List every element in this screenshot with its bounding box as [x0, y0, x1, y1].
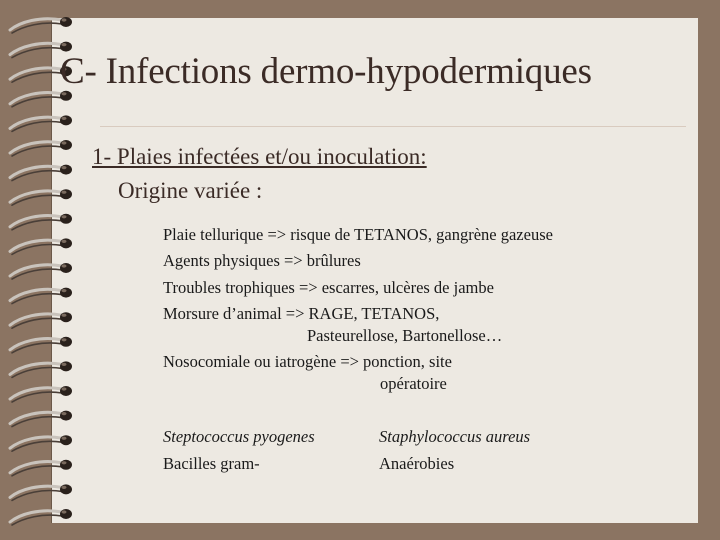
- list-item-continuation: opératoire: [380, 374, 447, 393]
- spiral-ring: [10, 411, 72, 427]
- spiral-ring: [10, 263, 72, 279]
- list-item: Morsure d’animal => RAGE, TETANOS,: [163, 304, 440, 323]
- organism-name: Staphylococcus aureus: [379, 427, 531, 446]
- list-item: Agents physiques => brûlures: [163, 251, 361, 270]
- list-item: Troubles trophiques => escarres, ulcères de jambe: [163, 278, 494, 297]
- spiral-ring: [10, 214, 72, 230]
- spiral-ring: [10, 509, 72, 525]
- slide-page: [52, 18, 698, 523]
- section-subheading: Origine variée :: [118, 178, 263, 203]
- spiral-ring: [10, 312, 72, 328]
- spiral-ring: [10, 484, 72, 500]
- spiral-ring: [10, 91, 72, 107]
- organism-name: Bacilles gram-: [163, 454, 260, 473]
- spiral-ring: [10, 115, 72, 131]
- organism-name: Steptococcus pyogenes: [163, 427, 315, 446]
- spiral-ring: [10, 238, 72, 254]
- list-item: Nosocomiale ou iatrogène => ponction, site: [163, 352, 452, 371]
- spiral-ring: [10, 337, 72, 353]
- organism-name: Anaérobies: [379, 454, 455, 473]
- spiral-ring: [10, 189, 72, 205]
- spiral-ring: [10, 386, 72, 402]
- slide-title: C- Infections dermo-hypodermiques: [60, 51, 592, 92]
- spiral-ring: [10, 435, 72, 451]
- title-divider: [100, 126, 686, 127]
- spiral-ring: [10, 140, 72, 156]
- spiral-ring: [10, 361, 72, 377]
- spiral-ring: [10, 165, 72, 181]
- spiral-ring: [10, 17, 72, 33]
- list-item-continuation: Pasteurellose, Bartonellose…: [307, 326, 503, 345]
- section-heading: 1- Plaies infectées et/ou inoculation:: [92, 144, 427, 169]
- spiral-ring: [10, 460, 72, 476]
- spiral-ring: [10, 288, 72, 304]
- list-item: Plaie tellurique => risque de TETANOS, gangrène gazeuse: [163, 225, 553, 244]
